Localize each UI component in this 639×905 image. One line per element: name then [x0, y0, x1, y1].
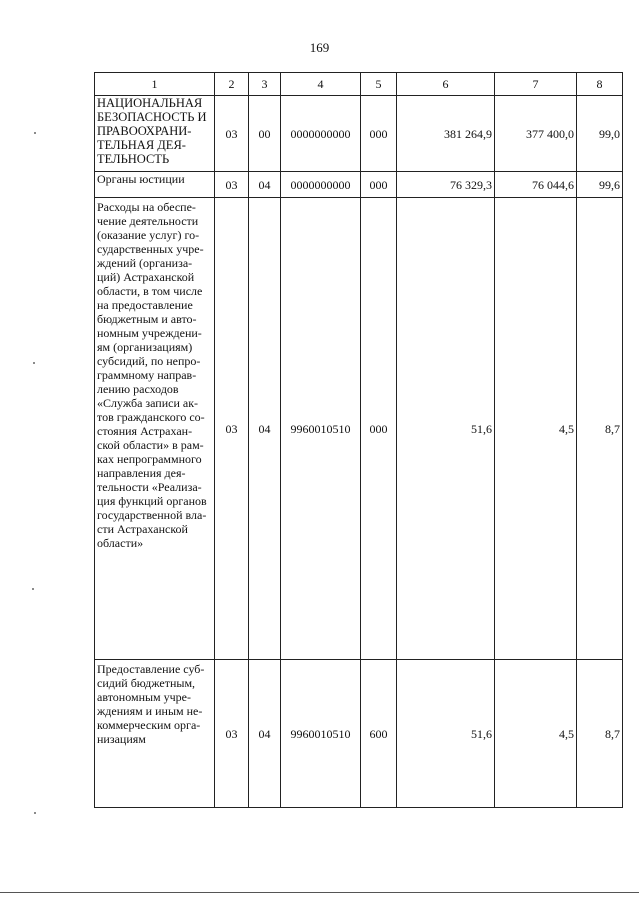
subsection-code: 04 [249, 172, 281, 198]
table-header-row [95, 73, 623, 96]
scan-speck [32, 588, 34, 590]
execution-percent: 99,6 [577, 172, 623, 198]
header-cell: 2 [215, 73, 249, 96]
target-code: 0000000000 [281, 96, 361, 172]
header-cell: 5 [361, 73, 397, 96]
section-code: 03 [215, 198, 249, 660]
expense-type-code: 000 [361, 172, 397, 198]
budget-table [94, 72, 623, 808]
actual-amount: 76 044,6 [495, 172, 577, 198]
table-row [95, 198, 623, 660]
planned-amount: 51,6 [397, 660, 495, 808]
subsection-code: 04 [249, 198, 281, 660]
header-cell: 1 [95, 73, 215, 96]
table-row [95, 172, 623, 198]
target-code: 0000000000 [281, 172, 361, 198]
header-cell: 8 [577, 73, 623, 96]
scan-speck [33, 362, 35, 364]
table-row [95, 96, 623, 172]
bottom-rule [0, 892, 639, 893]
header-cell: 4 [281, 73, 361, 96]
scan-speck [34, 132, 36, 134]
row-name: Органы юстиции [95, 172, 215, 198]
target-code: 9960010510 [281, 660, 361, 808]
planned-amount: 51,6 [397, 198, 495, 660]
actual-amount: 377 400,0 [495, 96, 577, 172]
execution-percent: 99,0 [577, 96, 623, 172]
planned-amount: 76 329,3 [397, 172, 495, 198]
subsection-code: 00 [249, 96, 281, 172]
actual-amount: 4,5 [495, 660, 577, 808]
expense-type-code: 600 [361, 660, 397, 808]
section-code: 03 [215, 172, 249, 198]
execution-percent: 8,7 [577, 660, 623, 808]
expense-type-code: 000 [361, 198, 397, 660]
row-name: Предоставление суб-сидий бюджетным, автономным учре-ждениям и иным не-коммерческим орга-низациям [95, 660, 215, 808]
target-code: 9960010510 [281, 198, 361, 660]
page-number: 169 [309, 40, 330, 55]
header-cell: 3 [249, 73, 281, 96]
header-cell: 7 [495, 73, 577, 96]
section-code: 03 [215, 96, 249, 172]
subsection-code: 04 [249, 660, 281, 808]
section-code: 03 [215, 660, 249, 808]
scan-speck [34, 812, 36, 814]
actual-amount: 4,5 [495, 198, 577, 660]
row-name: НАЦИОНАЛЬНАЯ БЕЗОПАСНОСТЬ И ПРАВООХРАНИ-ТЕЛЬНАЯ ДЕЯ-ТЕЛЬНОСТЬ [95, 96, 215, 172]
table-row [95, 660, 623, 808]
expense-type-code: 000 [361, 96, 397, 172]
row-name: Расходы на обеспе-чение деятельности (оказание услуг) го-сударственных учре-ждений (организа-ций) Астраханской области, в том числе на предоставление бюджетным и авто-номным учреждени-ям (организациям) субсидий, по непро-граммному направ-лению расходов «Служба записи ак-тов гражданского со-стояния Астрахан-ской области» в рам-ках непрограммного направления дея-тельности «Реализа-ция функций органов государственной вла-сти Астраханской области» [95, 198, 215, 660]
execution-percent: 8,7 [577, 198, 623, 660]
planned-amount: 381 264,9 [397, 96, 495, 172]
header-cell: 6 [397, 73, 495, 96]
